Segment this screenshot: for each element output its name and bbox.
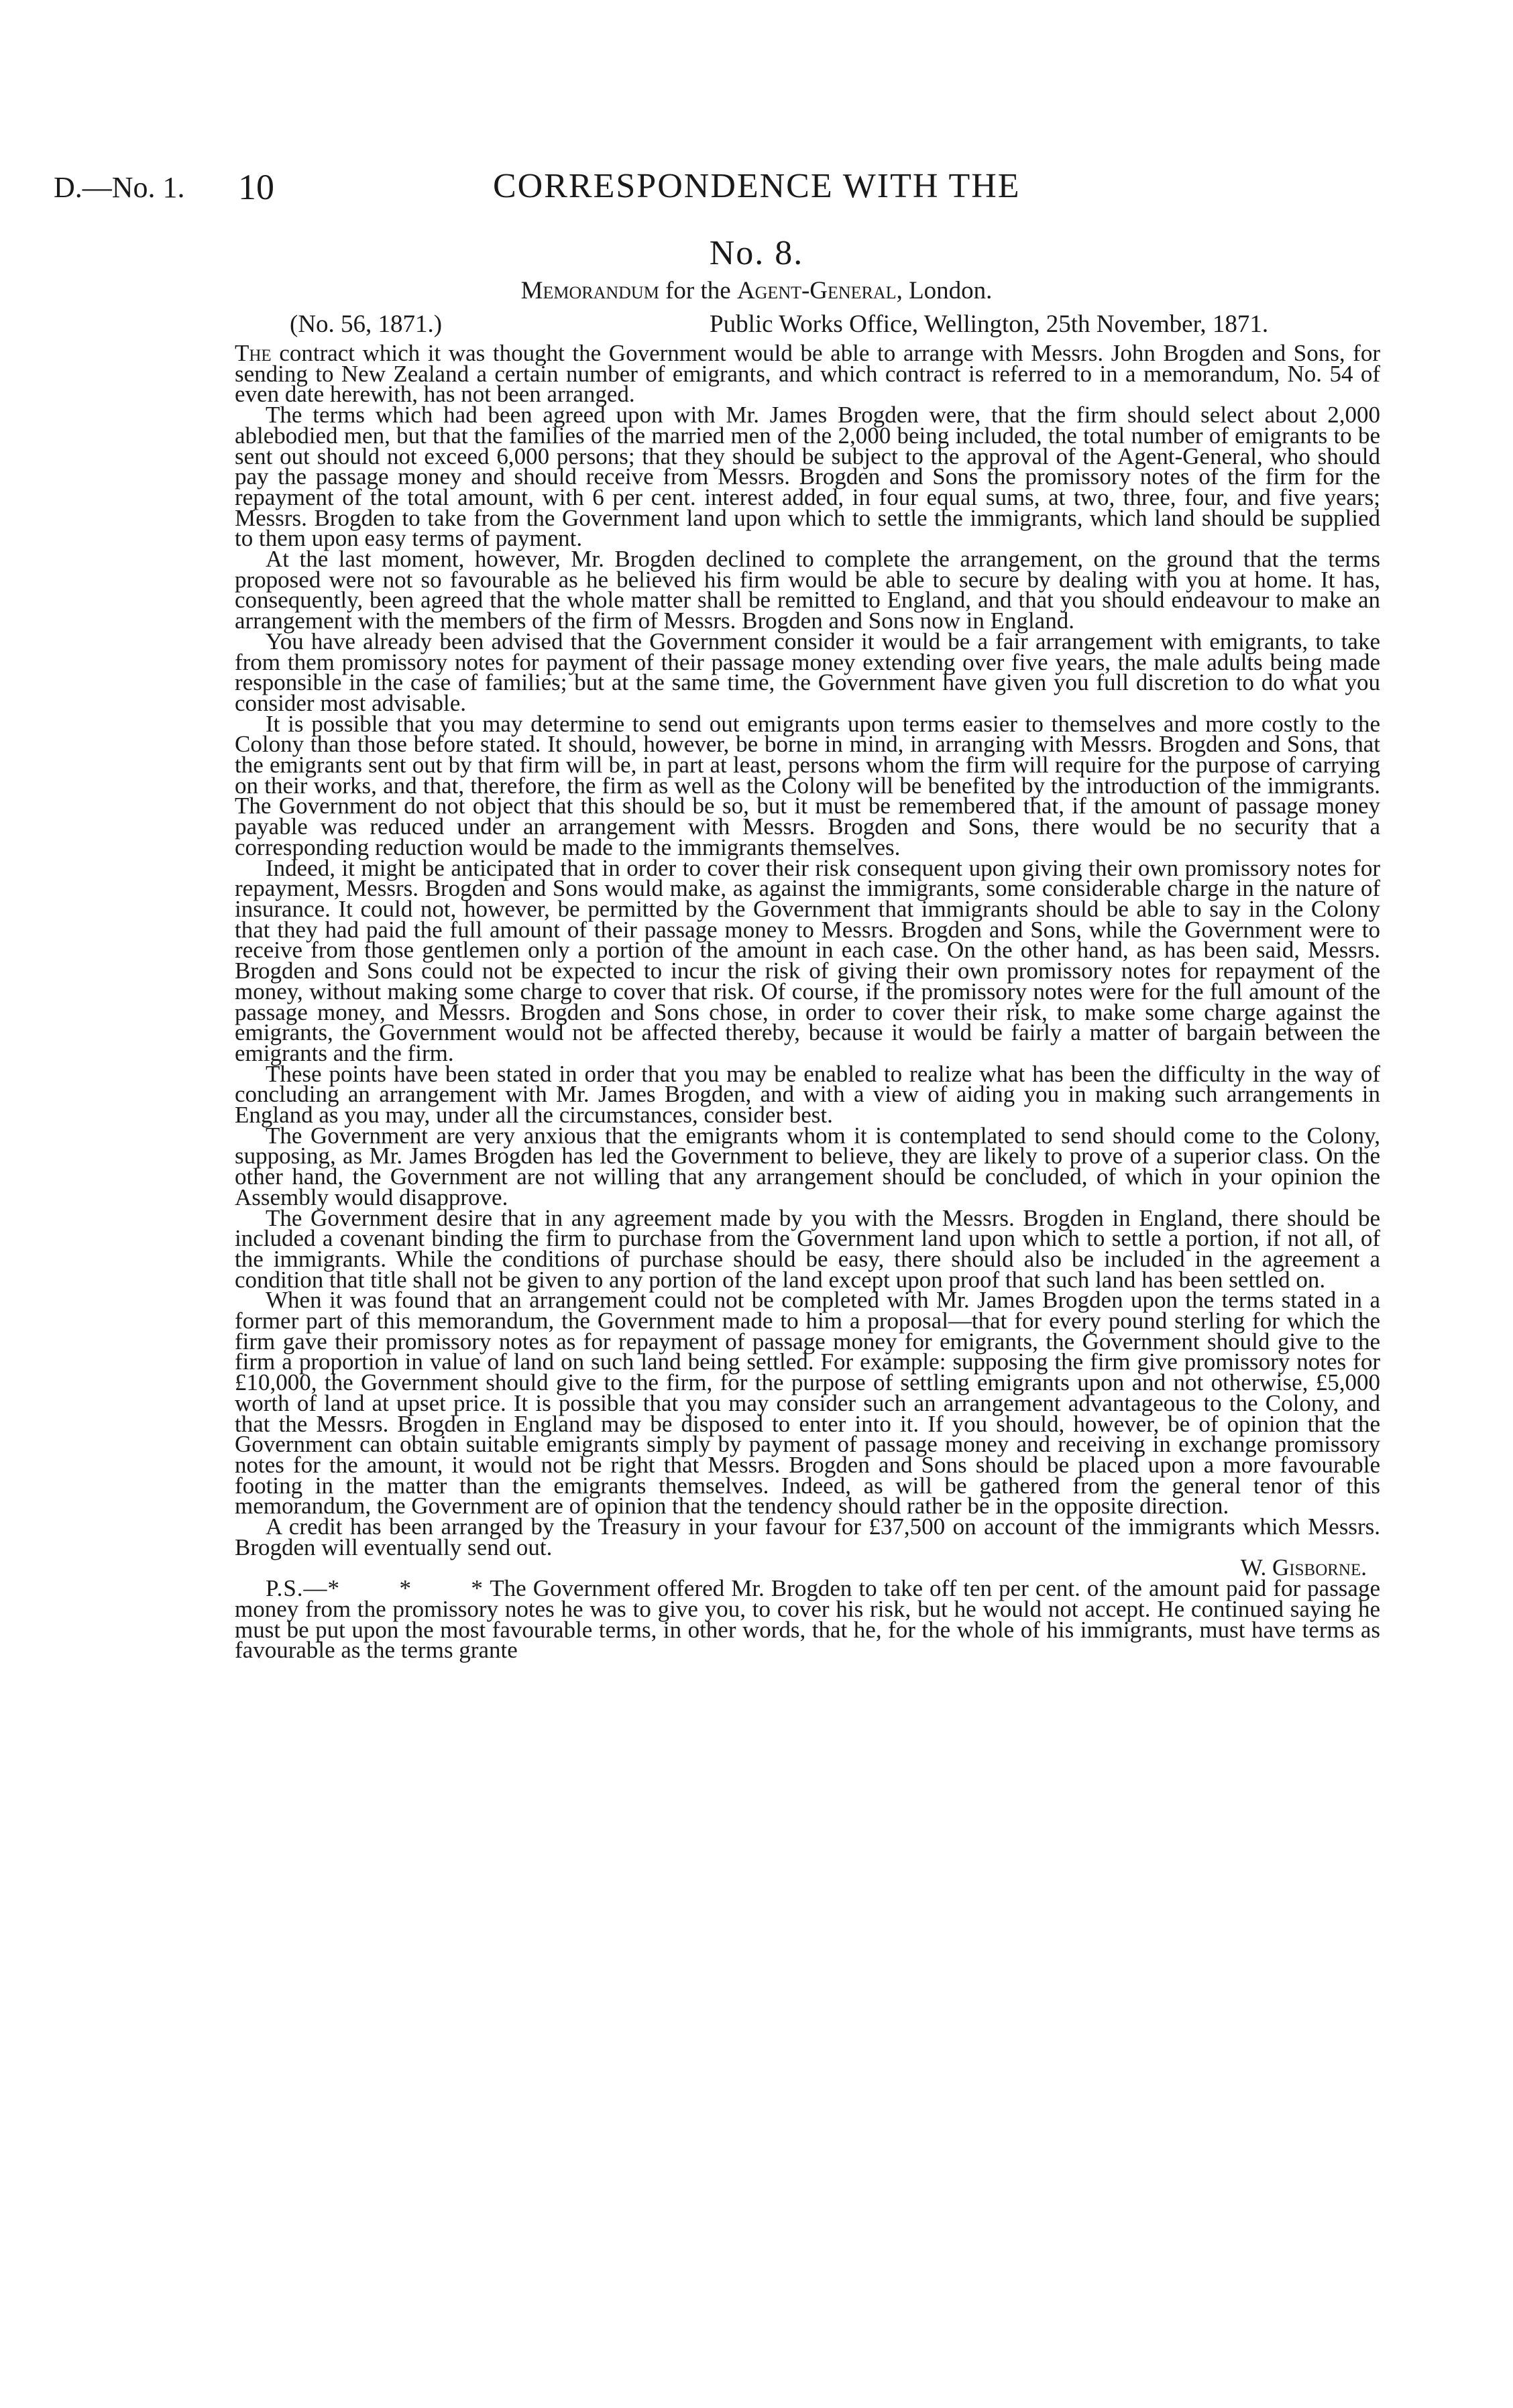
paragraph-6: Indeed, it might be anticipated that in order to cover their risk consequent upon giving their own promissory notes for repayment, Messrs. Brogden and Sons would make, as against the immigrants, some considerable charge in the nature of insurance. It could not, however, be permitted by the Government that immigrants should be able to say in the Colony that they had paid the full amount of their passage money to Messrs. Brogden and Sons, while the Government were to receive from those gentlemen only a portion of the amount in each case. On the other hand, as has been said, Messrs. Brogden and Sons could not be expected to incur the risk of giving their own promissory notes for repayment of the money, without making some charge to cover that risk. Of course, if the promissory notes were for the full amount of the passage money, and Messrs. Brogden and Sons chose, in order to cover their risk, to make some charge against the emigrants, the Government would not be affected thereby, because it would be fairly a matter of bargain between the emigrants and the firm. xyxy=(235,854,1380,1066)
parliamentary-paper-reference: D.—No. 1. xyxy=(54,171,185,204)
paragraph-4: You have already been advised that the Government consider it would be a fair arrangement with emigrants, to take from them promissory notes for payment of their passage money extending over five years, the male adults being made responsible in the case of families; but at the same time, the Government have given you full discretion to do what you consider most advisable. xyxy=(235,628,1380,716)
paragraph-10: When it was found that an arrangement could not be completed with Mr. James Brogden upon the terms stated in a former part of this memorandum, the Government made to him a proposal—that for every pound sterling for which the firm gave their promissory notes as for repayment of passage money for emigrants, the Government should give to the firm a proportion in value of land on such land being settled. For example: supposing the firm give promissory notes for £10,000, the Government should give to the firm, for the purpose of settling emigrants upon and not otherwise, £5,000 worth of land at upset price. It is possible that you may consider such an arrangement advantageous to the Colony, and that the Messrs. Brogden in England may be disposed to enter into it. If you should, however, be of opinion that the Government can obtain suitable emigrants simply by payment of passage money and receiving in exchange promissory notes for the amount, it would not be right that Messrs. Brogden and Sons should be placed upon a more favourable footing in the matter than the emigrants themselves. Indeed, as will be gathered from the general tenor of this memorandum, the Government are of opinion that the tendency should rather be in the opposite direction. xyxy=(235,1287,1380,1520)
paragraph-11: A credit has been arranged by the Treasury in your favour for £37,500 on account of the immigrants which Messrs. Brogden will eventually send out. xyxy=(235,1513,1380,1560)
place-and-date: Public Works Office, Wellington, 25th November, 1871. xyxy=(710,310,1269,338)
paragraph-8: The Government are very anxious that the emigrants whom it is contemplated to send should come to the Colony, supposing, as Mr. James Brogden has led the Government to believe, they are likely to prove of a superior class. On the other hand, the Government are not willing that any arrangement should be concluded, of which in your opinion the Assembly would disapprove. xyxy=(235,1122,1380,1210)
memo-number: (No. 56, 1871.) xyxy=(290,310,443,338)
memorandum-heading xyxy=(0,276,1513,305)
heading-addressee: Agent-General xyxy=(736,277,897,304)
paragraph-1-text: contract which it was thought the Government would be able to arrange with Messrs. John Brogden and Sons, for sending to New Zealand a certain number of emigrants, and which contract is referred to in a memorandum, No. 54 of even date herewith, has not been arranged. xyxy=(235,340,1380,408)
postscript-text: The Government offered Mr. Brogden to take off ten per cent. of the amount paid for passage money from the promissory notes he was to give you, to cover his risk, but he would not accept. He continued saying he must be put upon the most favourable terms, in other words, that he, for the whole of his immigrants, must have terms as favourable as the terms grante xyxy=(235,1575,1380,1664)
postscript-label: P.S.—* * * xyxy=(266,1575,484,1602)
paragraph-3: At the last moment, however, Mr. Brogden declined to complete the arrangement, on the ground that the terms proposed were not so favourable as he believed his firm would be able to secure by dealing with you at home. It has, consequently, been agreed that the whole matter shall be remitted to England, and that you should endeavour to make an arrangement with the members of the firm of Messrs. Brogden and Sons now in England. xyxy=(235,546,1380,634)
paragraph-1 xyxy=(235,340,1380,408)
signatory-name: W. Gisborne. xyxy=(1240,1554,1367,1581)
running-title: CORRESPONDENCE WITH THE xyxy=(493,167,1021,205)
running-head xyxy=(0,166,1513,213)
paragraph-2: The terms which had been agreed upon with Mr. James Brogden were, that the firm should select about 2,000 ablebodied men, but that the families of the married men of the 2,000 being included, the total number of emigrants to be sent out should not exceed 6,000 persons; that they should be subject to the approval of the Agent-General, who should pay the passage money and should receive from Messrs. Brogden and Sons the promissory notes of the firm for the repayment of the total amount, with 6 per cent. interest added, in four equal sums, at two, three, four, and five years; Messrs. Brogden to take from the Government land upon which to settle the immigrants, which land should be supplied to them upon easy terms of payment. xyxy=(235,402,1380,552)
heading-mid: for the xyxy=(659,277,737,304)
page-number: 10 xyxy=(238,167,274,207)
document-number: No. 8. xyxy=(709,234,804,272)
heading-memorandum: Memorandum xyxy=(520,277,659,304)
postscript xyxy=(235,1575,1380,1664)
reference-line xyxy=(0,310,1513,343)
paragraph-5: It is possible that you may determine to send out emigrants upon terms easier to themselves and more costly to the Colony than those before stated. It should, however, be borne in mind, in arranging with Messrs. Brogden and Sons, that the emigrants sent out by that firm will be, in part at least, persons whom the firm will require for the purpose of carrying on their works, and that, therefore, the firm as well as the Colony will be benefited by the introduction of the immigrants. The Government do not object that this should be so, but it must be remembered that, if the amount of passage money payable was reduced under an arrangement with Messrs. Brogden and Sons, there would be no security that a corresponding reduction would be made to the immigrants themselves. xyxy=(235,710,1380,860)
memorandum-body xyxy=(235,340,1380,1664)
paragraph-7: These points have been stated in order that you may be enabled to realize what has been the difficulty in the way of concluding an arrangement with Mr. James Brogden, and with a view of aiding you in making such arrangements in England as you may, under all the circumstances, consider best. xyxy=(235,1060,1380,1129)
paragraph-9: The Government desire that in any agreement made by you with the Messrs. Brogden in England, there should be included a covenant binding the firm to purchase from the Government land upon which to settle a portion, if not all, of the immigrants. While the conditions of purchase should be easy, there should also be included in the agreement a condition that title shall not be given to any portion of the land except upon proof that such land has been settled on. xyxy=(235,1204,1380,1293)
opening-word: The xyxy=(235,340,272,366)
heading-suffix: , London. xyxy=(896,277,993,304)
